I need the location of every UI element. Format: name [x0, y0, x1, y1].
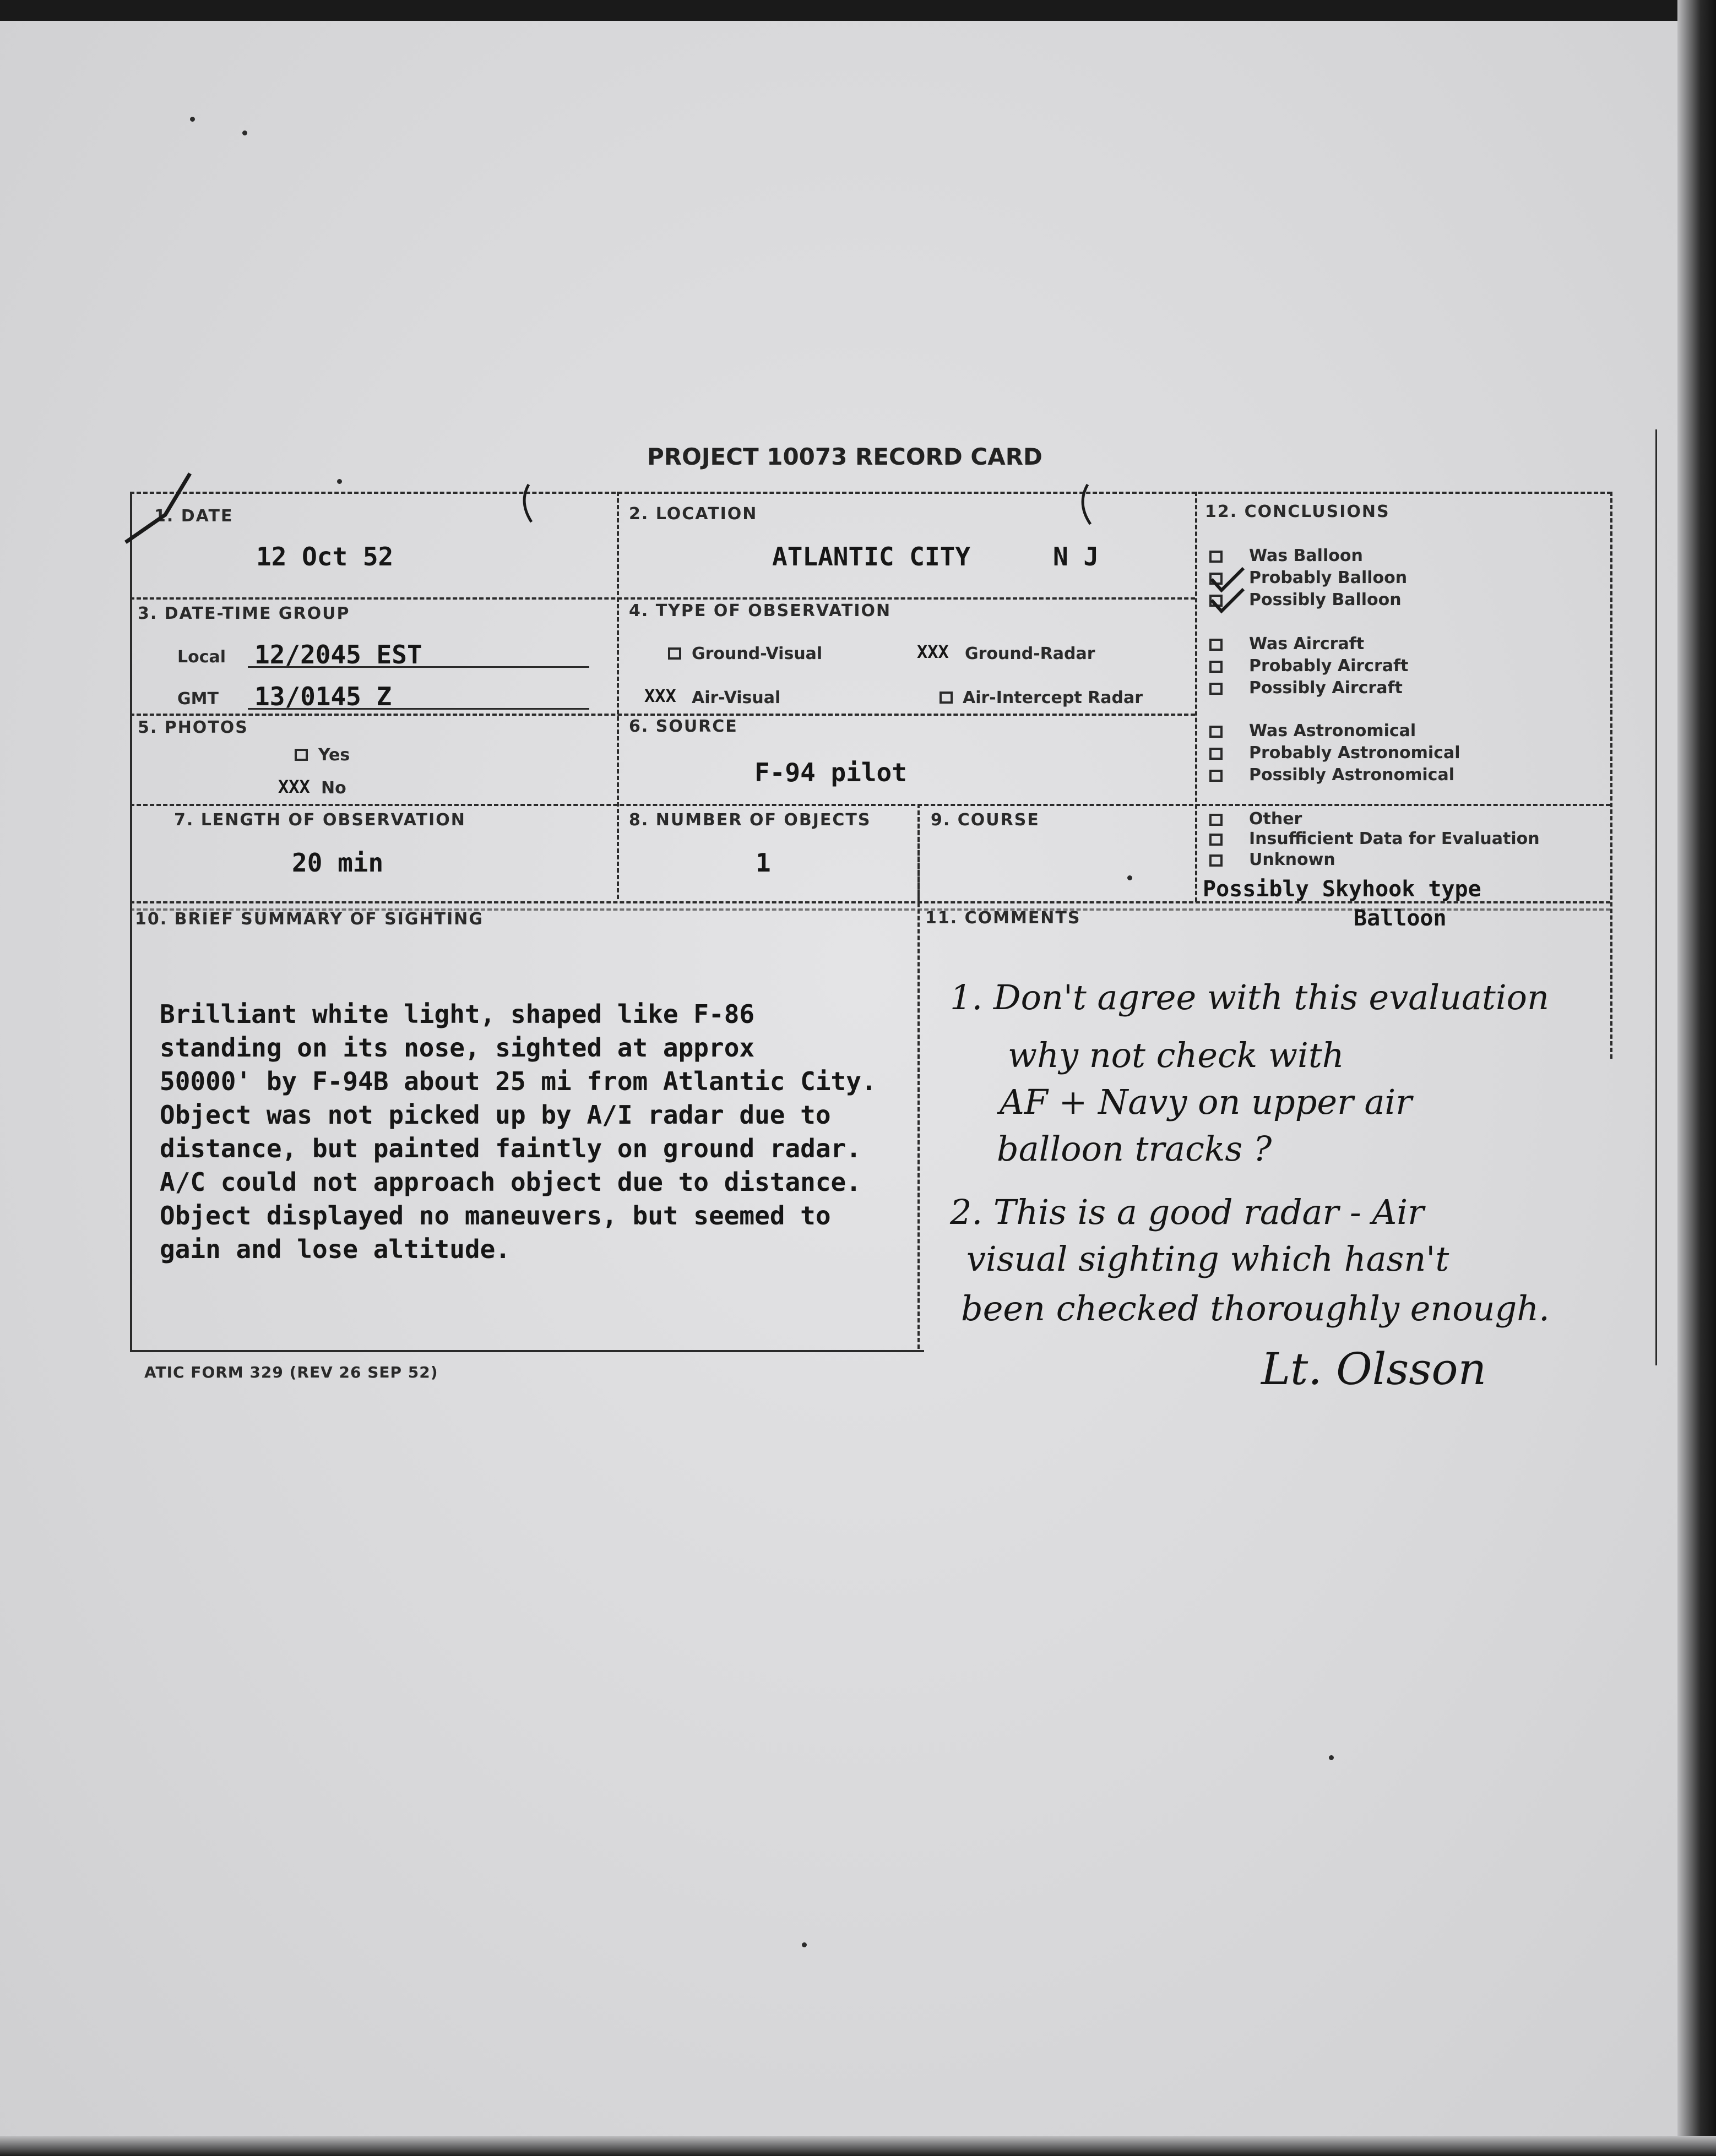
handwritten-comment-line: visual sighting which hasn't — [966, 1239, 1449, 1279]
comments-label: 11. COMMENTS — [925, 908, 1081, 928]
conclusion-option: Insufficient Data for Evaluation — [1249, 829, 1540, 848]
air-visual-option: Air-Visual — [692, 688, 781, 707]
conclusion-option: Unknown — [1249, 850, 1335, 869]
photos-no-check-mark: XXX — [278, 776, 310, 797]
paper-clip-mark — [524, 484, 531, 522]
paper-clip-mark — [1083, 484, 1090, 524]
conclusion-option: Probably Astronomical — [1249, 743, 1460, 763]
summary-line: Object was not picked up by A/I radar due to — [160, 1100, 831, 1130]
course-label: 9. COURSE — [931, 810, 1040, 830]
summary-line: gain and lose altitude. — [160, 1234, 511, 1264]
conclusion-option: Was Aircraft — [1249, 634, 1365, 654]
source-label: 6. SOURCE — [629, 717, 738, 736]
local-time-value: 12/2045 EST — [254, 640, 422, 669]
probably-balloon-check-icon — [1212, 568, 1243, 590]
summary-line: 50000' by F-94B about 25 mi from Atlantic City. — [160, 1066, 877, 1096]
summary-line: standing on its nose, sighted at approx — [160, 1033, 755, 1063]
ground-radar-option: Ground-Radar — [965, 644, 1095, 663]
conclusion-option: Possibly Astronomical — [1249, 765, 1454, 785]
location-label: 2. LOCATION — [629, 504, 758, 524]
handwritten-comment-line: balloon tracks ? — [997, 1129, 1272, 1169]
air-visual-check-mark: XXX — [644, 685, 676, 706]
objects-label: 8. NUMBER OF OBJECTS — [629, 810, 871, 830]
summary-line: A/C could not approach object due to distance. — [160, 1167, 861, 1197]
local-time-label: Local — [177, 647, 226, 667]
card-title: PROJECT 10073 RECORD CARD — [647, 443, 1042, 470]
summary-line: Object displayed no maneuvers, but seemed to — [160, 1201, 831, 1231]
ground-radar-check-mark: XXX — [917, 641, 949, 662]
gmt-time-label: GMT — [177, 689, 219, 709]
location-city: ATLANTIC CITY — [772, 542, 971, 571]
length-label: 7. LENGTH OF OBSERVATION — [174, 810, 466, 830]
summary-line: Brilliant white light, shaped like F-86 — [160, 999, 755, 1029]
observation-type-label: 4. TYPE OF OBSERVATION — [629, 601, 892, 620]
conclusion-option: Was Astronomical — [1249, 721, 1416, 741]
date-label: 1. DATE — [154, 507, 233, 526]
summary-line: distance, but painted faintly on ground radar. — [160, 1134, 861, 1163]
photos-no-option: No — [321, 778, 346, 798]
photos-label: 5. PHOTOS — [138, 718, 248, 737]
handwritten-signature: Lt. Olsson — [1261, 1343, 1487, 1395]
conclusion-option: Possibly Balloon — [1249, 590, 1402, 609]
source-value: F-94 pilot — [754, 758, 907, 787]
location-state: N J — [1053, 542, 1099, 571]
check-mark-icon — [126, 473, 190, 542]
objects-value: 1 — [756, 848, 771, 878]
gmt-time-value: 13/0145 Z — [254, 682, 392, 711]
conclusion-option: Was Balloon — [1249, 546, 1363, 565]
possibly-balloon-check-icon — [1212, 589, 1243, 611]
conclusion-typed-note: Possibly Skyhook type — [1203, 876, 1481, 902]
date-time-group-label: 3. DATE-TIME GROUP — [138, 604, 350, 623]
conclusion-option: Probably Balloon — [1249, 568, 1408, 587]
handwritten-comment-line: why not check with — [1008, 1035, 1344, 1075]
conclusion-option: Other — [1249, 809, 1302, 829]
conclusion-option: Possibly Aircraft — [1249, 678, 1403, 698]
conclusion-typed-note: Balloon — [1354, 906, 1447, 931]
handwritten-comment-line: 1. Don't agree with this evaluation — [950, 977, 1549, 1017]
conclusion-option: Probably Aircraft — [1249, 656, 1409, 676]
conclusions-label: 12. CONCLUSIONS — [1205, 502, 1390, 521]
length-value: 20 min — [292, 848, 384, 878]
form-footer: ATIC FORM 329 (REV 26 SEP 52) — [144, 1363, 438, 1381]
ground-visual-option: Ground-Visual — [692, 644, 823, 663]
handwritten-comment-line: AF + Navy on upper air — [1000, 1082, 1412, 1122]
summary-label: 10. BRIEF SUMMARY OF SIGHTING — [135, 910, 484, 929]
air-intercept-radar-option: Air-Intercept Radar — [963, 688, 1143, 707]
handwritten-comment-line: been checked thoroughly enough. — [961, 1288, 1550, 1329]
photos-yes-option: Yes — [318, 745, 350, 765]
handwritten-comment-line: 2. This is a good radar - Air — [950, 1192, 1424, 1232]
date-value: 12 Oct 52 — [256, 542, 394, 571]
